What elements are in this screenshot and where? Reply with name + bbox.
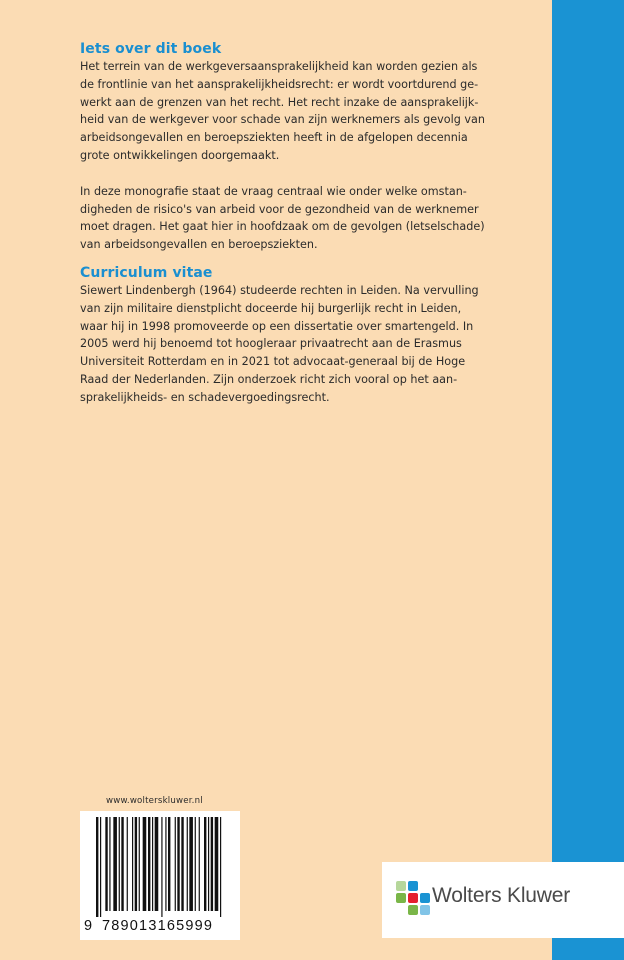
barcode-bar (177, 817, 179, 911)
barcode-bar (127, 817, 128, 911)
text-line: de frontlinie van het aansprakelijkheidsrecht: er wordt voortdurend ge- (80, 77, 479, 91)
text-line: werkt aan de grenzen van het recht. Het recht inzake de aansprakelijk- (80, 95, 479, 109)
barcode-bar (195, 817, 196, 911)
barcode-bar (105, 817, 107, 911)
text-line: Raad der Nederlanden. Zijn onderzoek richt zich vooral op het aan- (80, 372, 458, 386)
text-line: Universiteit Rotterdam en in 2021 tot advocaat-generaal bij de Hoge (80, 355, 466, 369)
text-line: Siewert Lindenbergh (1964) studeerde rechten in Leiden. Na vervulling (80, 283, 479, 297)
barcode-bar (113, 817, 117, 911)
barcode-bar (211, 817, 213, 911)
cv-paragraph (80, 282, 484, 407)
text-line: waar hij in 1998 promoveerde op een dissertatie over smartengeld. In (80, 319, 474, 333)
text-line: moet dragen. Het gaat hier in hoofdzaak om de gevolgen (letselschade) (80, 220, 485, 234)
about-heading: Iets over dit boek (80, 41, 222, 57)
wolters-kluwer-logo-icon (396, 881, 430, 915)
barcode-bar (208, 817, 209, 911)
publisher-logo-panel (382, 862, 624, 938)
barcode-bar (152, 817, 153, 911)
about-paragraph-1 (80, 58, 484, 165)
barcode-bar (168, 817, 170, 911)
barcode-bar (132, 817, 133, 911)
text-line: van zijn militaire dienstplicht doceerde hij burgerlijk recht in Leiden, (80, 301, 462, 315)
about-paragraph-2 (80, 183, 484, 254)
barcode-bars (96, 817, 226, 917)
barcode-bar (189, 817, 193, 911)
barcode-bar (161, 817, 162, 917)
barcode-bar (181, 817, 183, 911)
text-line: digheden de risico's van arbeid voor de gezondheid van de werknemer (80, 202, 479, 216)
barcode-bar (204, 817, 206, 911)
text-line: sprakelijkheids- en schadevergoedingsrecht. (80, 390, 330, 404)
barcode-bar (100, 817, 101, 917)
text-line: In deze monografie staat de vraag centraal wie onder welke omstan- (80, 184, 467, 198)
text-line: Het terrein van de werkgeversaansprakelijkheid kan worden gezien als (80, 60, 478, 73)
publisher-website: www.wolterskluwer.nl (106, 796, 203, 806)
barcode-bar (121, 817, 123, 911)
blue-side-stripe (552, 0, 624, 960)
barcode-first-digit: 9 (84, 918, 94, 934)
barcode-bar (135, 817, 137, 911)
barcode-bar (148, 817, 150, 911)
back-cover-text (80, 40, 484, 407)
barcode-bar (119, 817, 120, 911)
barcode-digits: 789013165999 (102, 918, 214, 934)
barcode-bar (139, 817, 140, 911)
barcode-bar (220, 817, 221, 917)
barcode-bar (155, 817, 159, 911)
barcode-bar (187, 817, 188, 911)
text-line: arbeidsongevallen en beroepsziekten heeft in de afgelopen decennia (80, 131, 468, 145)
barcode-number (80, 914, 240, 938)
publisher-name: Wolters Kluwer (432, 884, 571, 907)
text-line: 2005 werd hij benoemd tot hoogleraar privaatrecht aan de Erasmus (80, 337, 462, 351)
barcode-bar (215, 817, 219, 911)
barcode-bar (109, 817, 110, 911)
cv-heading: Curriculum vitae (80, 264, 213, 281)
barcode-bar (143, 817, 147, 911)
barcode-bar (175, 817, 176, 911)
isbn-barcode (80, 811, 240, 940)
text-line: grote ontwikkelingen doorgemaakt. (80, 148, 280, 162)
barcode-bar (199, 817, 200, 911)
barcode-bar (165, 817, 166, 911)
text-line: van arbeidsongevallen en beroepsziekten. (80, 238, 318, 252)
barcode-bar (96, 817, 98, 917)
text-line: heid van de werkgever voor schade van zijn werknemers als gevolg van (80, 113, 485, 127)
